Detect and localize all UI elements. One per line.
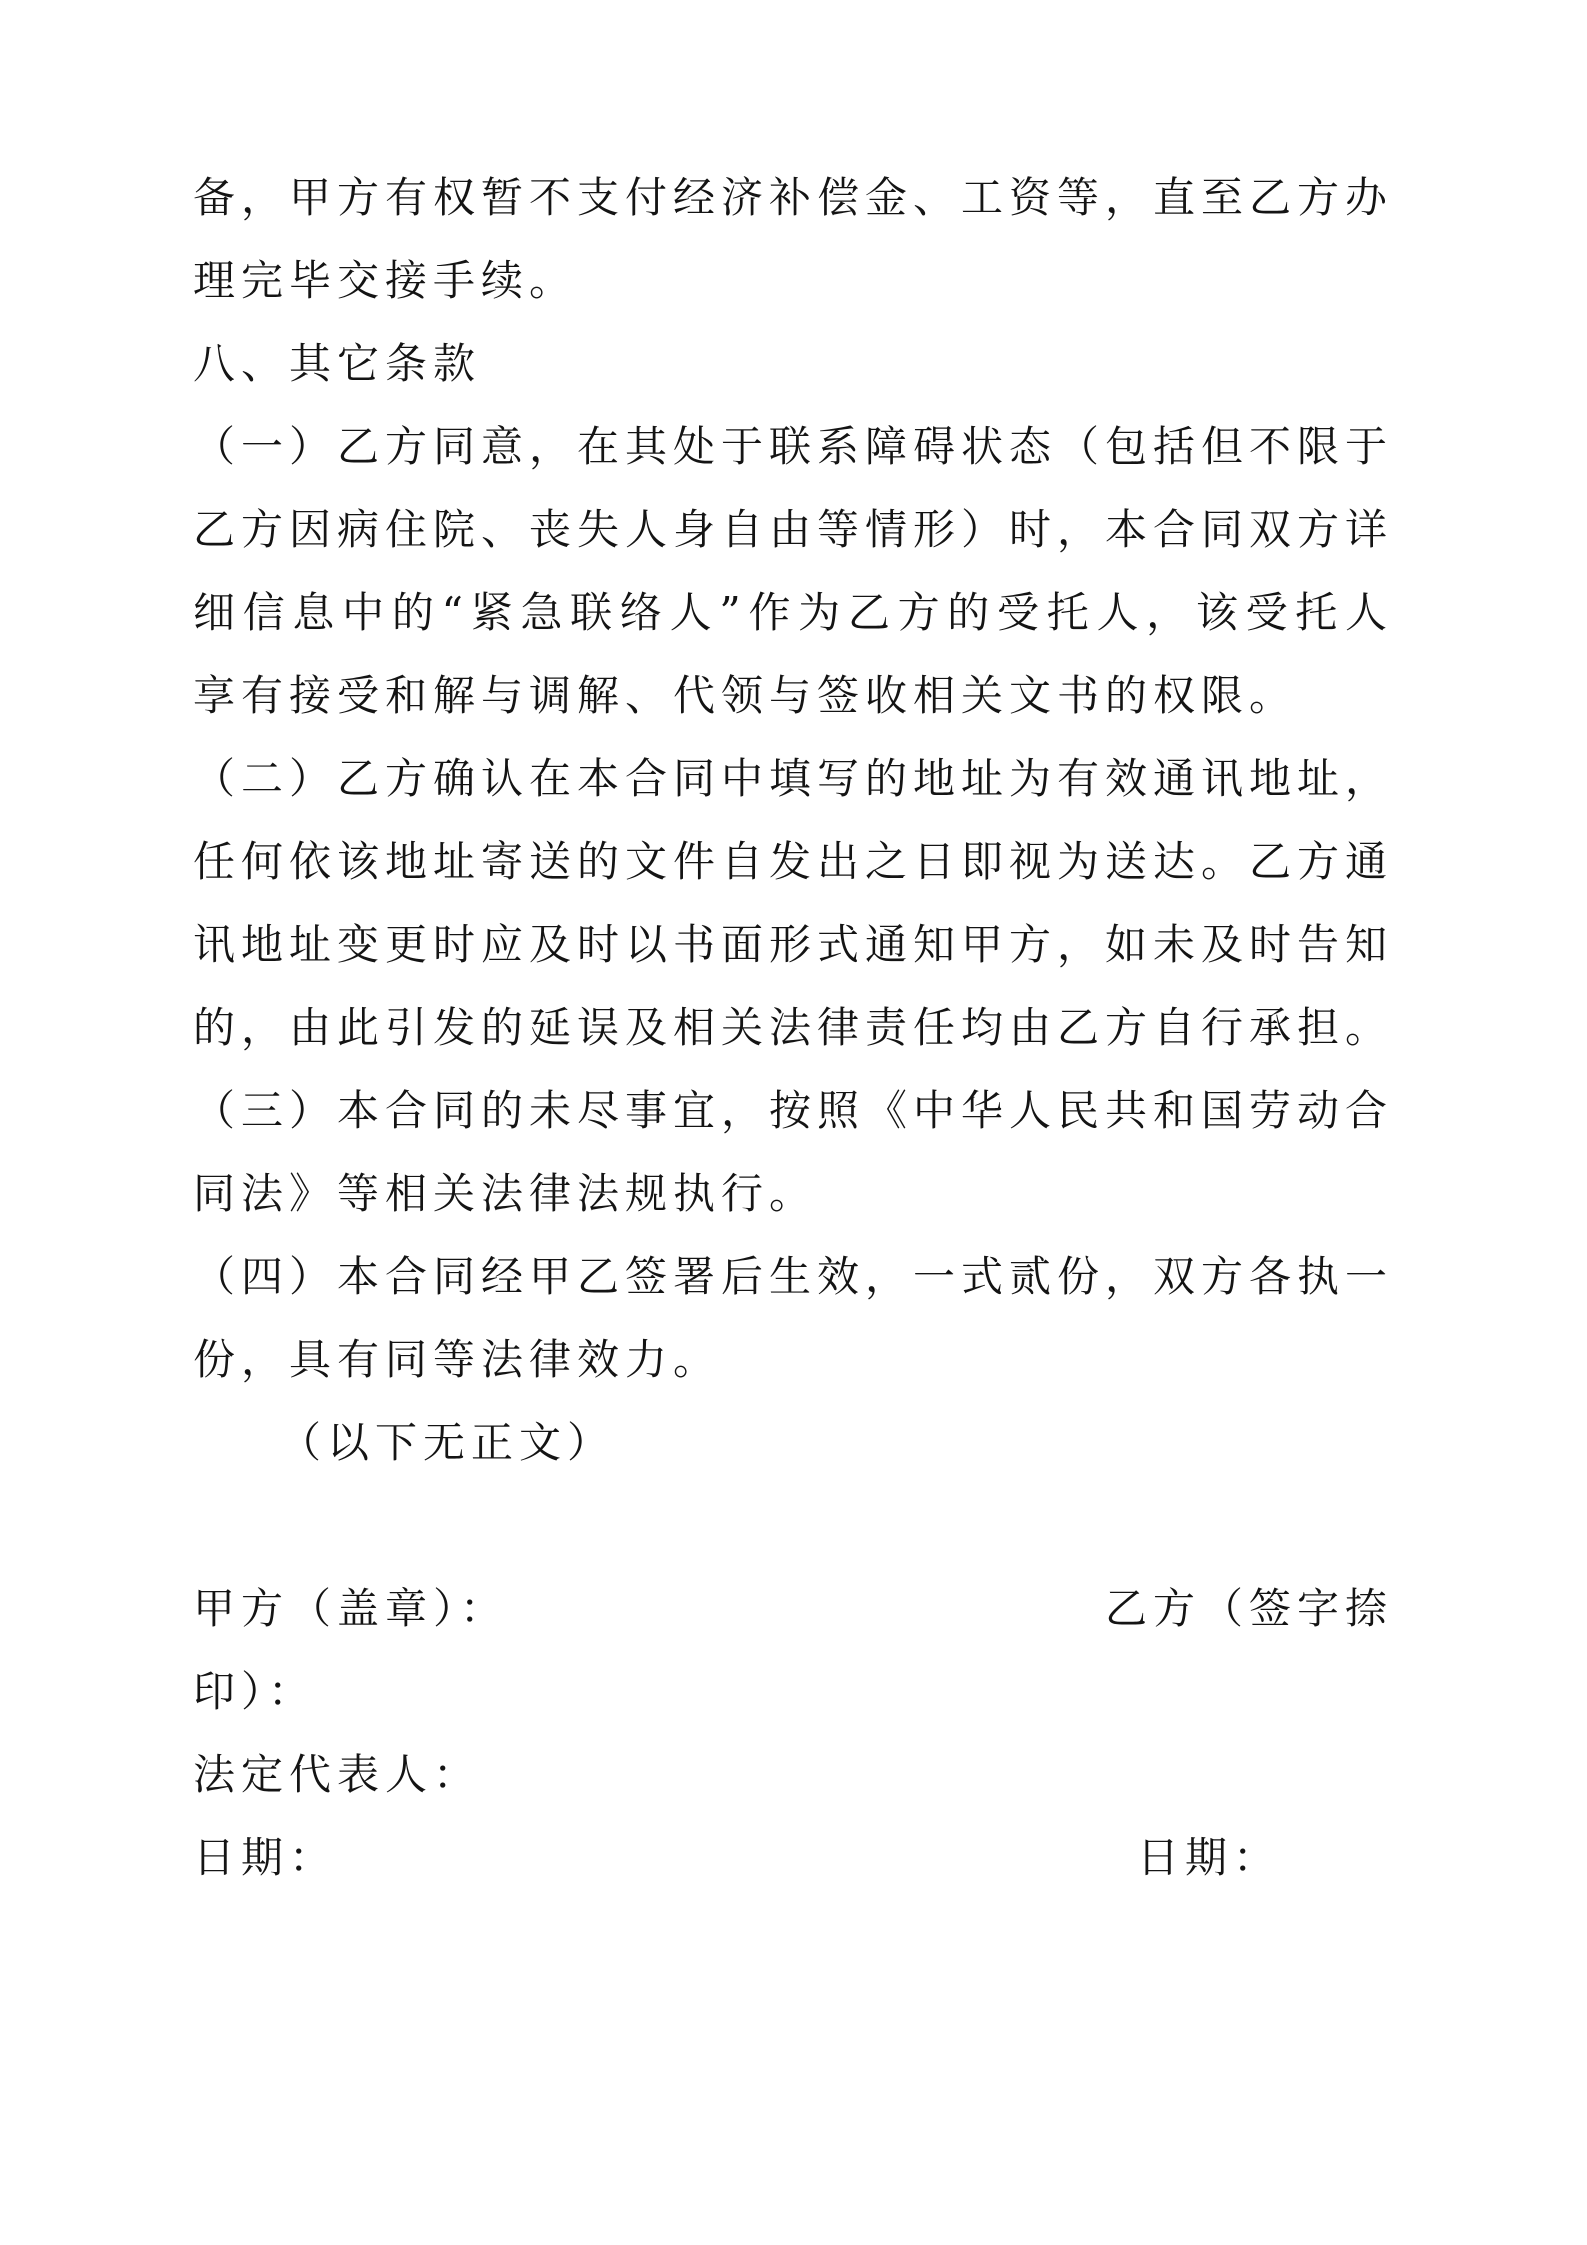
clause-line: （一）乙方同意，在其处于联系障碍状态（包括但不限于: [193, 422, 1394, 471]
party-b-sign-label-continued: 印）：: [193, 1667, 317, 1716]
party-b-sign-label: 乙方（签字捺: [1104, 1584, 1393, 1633]
party-a-seal-label: 甲方（盖章）：: [193, 1584, 509, 1633]
signature-row: [193, 1567, 1393, 1650]
continuation-paragraph: [193, 156, 1393, 322]
clause-line: 份，具有同等法律效力。: [193, 1335, 722, 1384]
blank-line: [193, 1484, 1393, 1567]
paragraph-line: 备，甲方有权暂不支付经济补偿金、工资等，直至乙方办: [193, 173, 1394, 222]
end-note: （以下无正文）: [279, 1418, 616, 1467]
clause-line: （二）乙方确认在本合同中填写的地址为有效通讯地址，: [193, 754, 1394, 803]
clause-line: （三）本合同的未尽事宜，按照《中华人民共和国劳动合: [193, 1086, 1394, 1135]
party-a-date-label: 日期：: [193, 1833, 338, 1882]
clause-line: 的，由此引发的延误及相关法律责任均由乙方自行承担。: [193, 1003, 1394, 1052]
legal-representative-label: 法定代表人：: [193, 1750, 482, 1799]
clause-1: [193, 405, 1393, 737]
clause-4: [193, 1235, 1393, 1401]
section-heading: 八、其它条款: [193, 339, 482, 388]
clause-line: 乙方因病住院、丧失人身自由等情形）时，本合同双方详: [193, 505, 1394, 554]
date-row: [193, 1816, 1393, 1899]
clause-line: 享有接受和解与调解、代领与签收相关文书的权限。: [193, 671, 1298, 720]
document-body: [193, 156, 1393, 1899]
clause-line: 任何依该地址寄送的文件自发出之日即视为送达。乙方通: [193, 837, 1394, 886]
clause-line: 讯地址变更时应及时以书面形式通知甲方，如未及时告知: [193, 920, 1394, 969]
clause-2: [193, 737, 1393, 1069]
paragraph-line: 理完毕交接手续。: [193, 256, 578, 305]
clause-line: （四）本合同经甲乙签署后生效，一式贰份，双方各执一: [193, 1252, 1394, 1301]
clause-line: 细信息中的“紧急联络人”作为乙方的受托人，该受托人: [193, 588, 1393, 637]
clause-line: 同法》等相关法律法规执行。: [193, 1169, 818, 1218]
party-b-date-label: 日期：: [1137, 1833, 1282, 1882]
clause-3: [193, 1069, 1393, 1235]
